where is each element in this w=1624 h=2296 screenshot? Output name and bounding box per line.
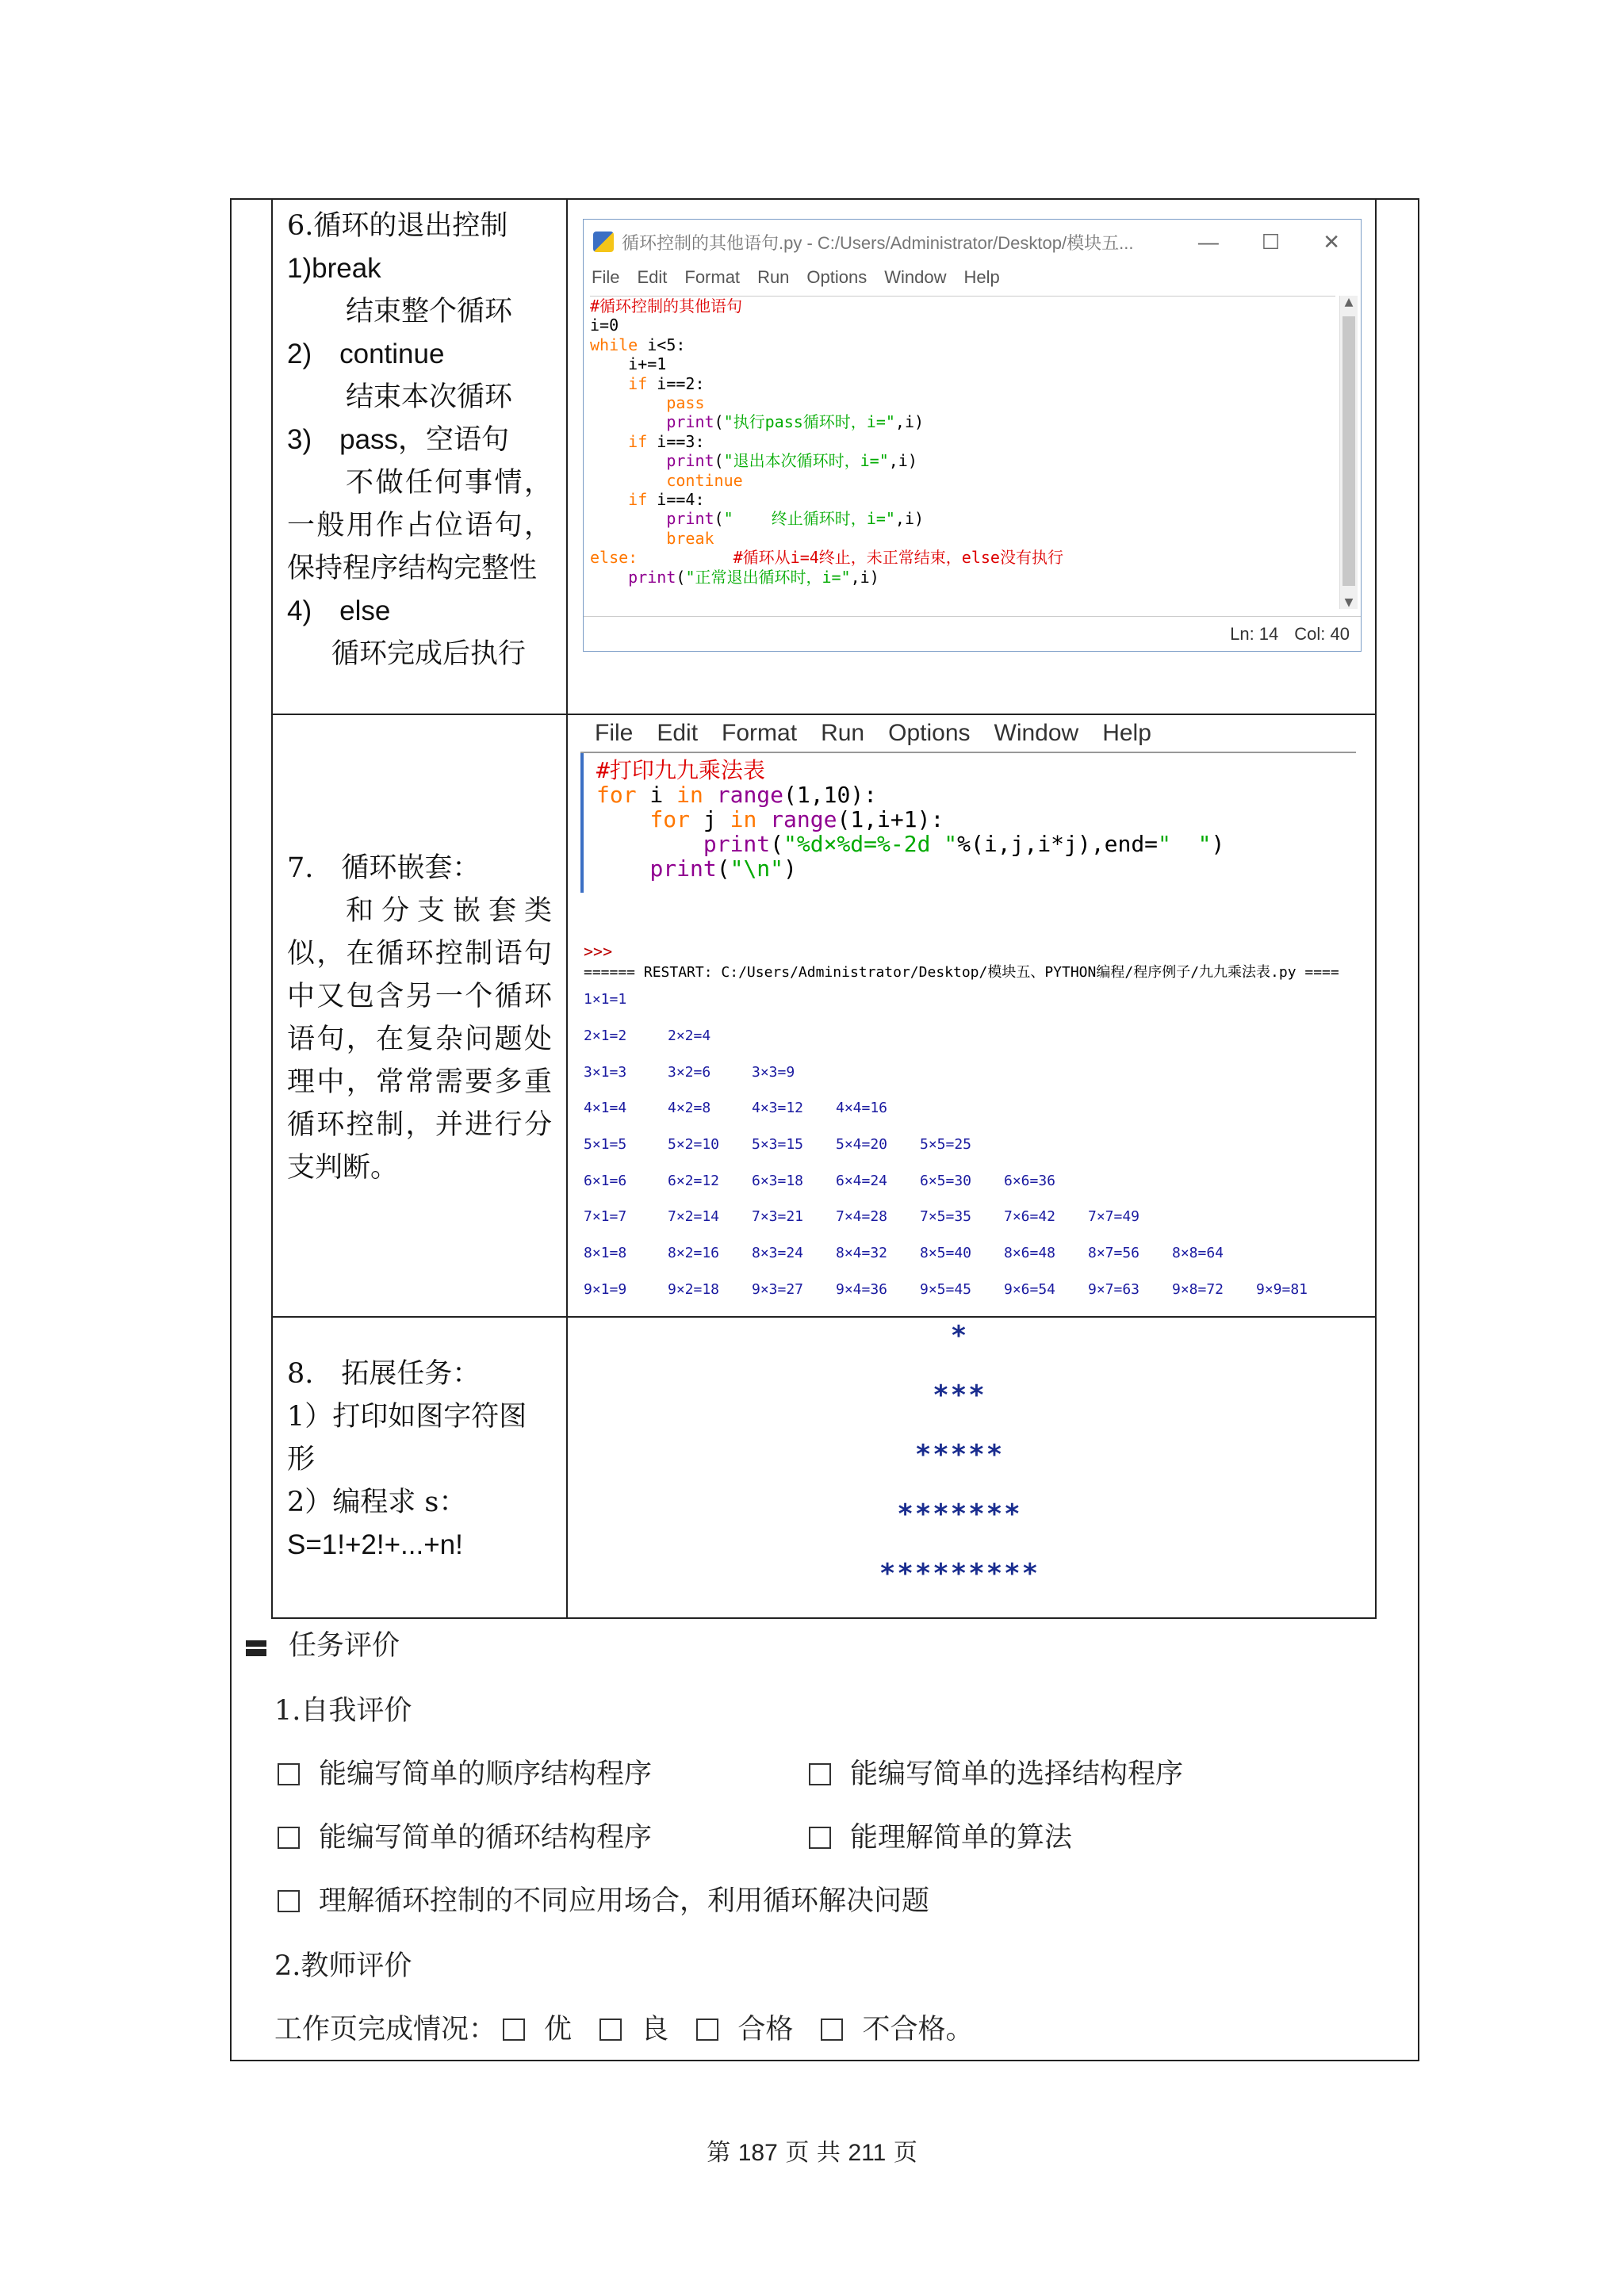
status-col: Col: 40 <box>1294 623 1350 644</box>
eval-title: 任务评价 <box>289 1630 400 1662</box>
status-line: Ln: 14 <box>1230 623 1279 644</box>
grade-4: 不合格。 <box>862 2014 974 2045</box>
table-row <box>584 1090 1369 1127</box>
menu2-format[interactable]: Format <box>722 720 798 746</box>
code-line: print("\n") <box>649 855 797 882</box>
option-3[interactable] <box>278 1816 652 1855</box>
grade-checkbox-3[interactable] <box>696 2019 718 2041</box>
code-line: continue <box>666 470 743 490</box>
vertical-scrollbar[interactable] <box>1339 296 1358 609</box>
code-line: break <box>666 528 714 548</box>
table-cell: 6×4=24 <box>836 1172 888 1189</box>
grade-1: 优 <box>544 2014 573 2045</box>
row7-body: 和分支嵌套类似，在循环控制语句中又包含另一个循环语句，在复杂问题处理中，常常需要多重循环控制，并进行分支判断。 <box>287 895 552 1184</box>
code-line: print("执行pass循环时，i=",i) <box>666 412 925 432</box>
option-4[interactable] <box>809 1816 1072 1855</box>
table-cell: 6×3=18 <box>752 1172 804 1189</box>
idle-menubar <box>584 264 1361 291</box>
row6-item2-label: 2) continue <box>287 339 445 369</box>
grade-checkbox-2[interactable] <box>599 2019 622 2041</box>
idle-editor-window-2 <box>580 715 1373 893</box>
table-cell: 3×1=3 <box>584 1063 627 1081</box>
option-1-label: 能编写简单的顺序结构程序 <box>319 1758 653 1790</box>
row8-line2: 2）编程求 s： <box>287 1487 467 1518</box>
row7-left <box>272 714 567 1317</box>
menu-edit[interactable]: Edit <box>637 267 668 287</box>
checkbox-1[interactable] <box>278 1763 300 1785</box>
footer-pre: 第 <box>707 2139 731 2167</box>
option-4-label: 能理解简单的算法 <box>850 1822 1073 1854</box>
star-row: * <box>950 1320 969 1352</box>
code-line: print("正常退出循环时，i=",i) <box>628 567 879 587</box>
completion-line <box>274 2007 974 2047</box>
code-line: i+=1 <box>590 354 667 374</box>
menu-run[interactable]: Run <box>757 267 790 287</box>
row7-heading: 7. 循环嵌套： <box>287 852 481 884</box>
grade-3: 合格 <box>737 2014 794 2045</box>
table-cell: 6×2=12 <box>668 1172 720 1189</box>
idle-statusbar <box>584 616 1361 651</box>
table-cell: 6×5=30 <box>920 1172 972 1189</box>
option-1[interactable] <box>278 1752 652 1792</box>
idle-title: 循环控制的其他语句.py - C:/Users/Administrator/Desktop/模块五... <box>622 232 1134 253</box>
table-cell: 4×1=4 <box>584 1100 627 1117</box>
star-row: ********* <box>879 1558 1040 1590</box>
table-cell: 7×7=49 <box>1088 1208 1140 1226</box>
menu2-edit[interactable]: Edit <box>657 720 699 746</box>
self-eval-title: 1.自我评价 <box>274 1695 412 1727</box>
menu-help[interactable]: Help <box>963 267 1000 287</box>
code-line: if i==2: <box>628 373 705 393</box>
table-cell: 8×6=48 <box>1004 1245 1056 1262</box>
checkbox-5[interactable] <box>278 1890 300 1912</box>
teacher-eval-title: 2.教师评价 <box>274 1950 412 1982</box>
table-row <box>584 1054 1369 1090</box>
code-line: for j in range(1,i+1): <box>649 806 944 832</box>
eval-title-line <box>246 1624 400 1663</box>
code-line: while i<5: <box>590 335 686 354</box>
menu2-run[interactable]: Run <box>821 720 865 746</box>
row8-line1: 1）打印如图字符图形 <box>287 1401 527 1475</box>
table-cell: 5×5=25 <box>920 1136 972 1154</box>
footer-mid: 页 共 <box>785 2139 841 2167</box>
table-cell: 3×2=6 <box>668 1063 711 1081</box>
table-cell: 9×9=81 <box>1256 1280 1308 1298</box>
code-editor[interactable] <box>590 296 1335 610</box>
row8-heading: 8. 拓展任务： <box>287 1358 481 1390</box>
grade-2: 良 <box>641 2014 669 2045</box>
table-cell: 9×6=54 <box>1004 1280 1056 1298</box>
option-5-label: 理解循环控制的不同应用场合，利用循环解决问题 <box>319 1885 930 1917</box>
table-cell: 3×3=9 <box>752 1063 795 1081</box>
menu2-window[interactable]: Window <box>994 720 1079 746</box>
table-cell: 5×3=15 <box>752 1136 804 1154</box>
menu-format[interactable]: Format <box>684 267 741 287</box>
table-row <box>584 1162 1369 1199</box>
table-cell: 8×8=64 <box>1172 1245 1224 1262</box>
menu2-help[interactable]: Help <box>1102 720 1151 746</box>
table-row <box>584 1199 1369 1235</box>
table-row <box>584 1235 1369 1272</box>
table-cell: 8×4=32 <box>836 1245 888 1262</box>
star-row: ******* <box>897 1498 1022 1530</box>
code-line: if i==3: <box>628 431 705 451</box>
menu2-options[interactable]: Options <box>888 720 971 746</box>
maximize-icon[interactable]: ☐ <box>1261 229 1281 254</box>
multiplication-table-output <box>584 982 1369 1307</box>
table-cell: 5×4=20 <box>836 1136 888 1154</box>
footer-page-number: 187 <box>737 2140 778 2166</box>
table-cell: 7×5=35 <box>920 1208 972 1226</box>
checkbox-4[interactable] <box>809 1827 831 1849</box>
table-cell: 9×2=18 <box>668 1280 720 1298</box>
table-cell: 4×2=8 <box>668 1100 711 1117</box>
option-2-label: 能编写简单的选择结构程序 <box>850 1758 1184 1790</box>
table-cell: 9×4=36 <box>836 1280 888 1298</box>
table-cell: 9×8=72 <box>1172 1280 1224 1298</box>
table-cell: 7×1=7 <box>584 1208 627 1226</box>
table-cell: 8×2=16 <box>668 1245 720 1262</box>
menu-options[interactable]: Options <box>806 267 868 287</box>
row6-item3-label: 3) pass，空语句 <box>287 424 510 455</box>
table-cell: 7×2=14 <box>668 1208 720 1226</box>
code-line: for i in range(1,10): <box>596 782 878 808</box>
code-line: print("%d×%d=%-2d "%(i,j,i*j),end=" ") <box>703 831 1225 857</box>
page-footer <box>0 2133 1624 2168</box>
table-row <box>584 982 1369 1018</box>
grade-checkbox-1[interactable] <box>503 2019 525 2041</box>
python-file-icon <box>593 232 614 252</box>
shell-restart-line: ====== RESTART: C:/Users/Administrator/Desktop/模块五、PYTHON编程/程序例子/九九乘法表.py ==== <box>584 964 1339 981</box>
idle-menubar-2 <box>580 715 1356 753</box>
row6-heading: 6.循环的退出控制 <box>287 210 508 242</box>
scroll-up-icon[interactable]: ▲ <box>1344 296 1354 308</box>
code-line: i=0 <box>590 316 619 335</box>
table-cell: 9×1=9 <box>584 1280 627 1298</box>
code-line: #循环控制的其他语句 <box>590 297 743 316</box>
row6-item2-desc: 结束本次循环 <box>346 381 513 413</box>
row6-left <box>272 199 567 714</box>
option-2[interactable] <box>809 1752 1183 1792</box>
table-row <box>584 1127 1369 1163</box>
table-cell: 8×7=56 <box>1088 1245 1140 1262</box>
table-cell: 9×5=45 <box>920 1280 972 1298</box>
shell-prompt: >>> <box>584 942 613 961</box>
grade-checkbox-4[interactable] <box>821 2019 843 2041</box>
table-cell: 4×3=12 <box>752 1100 804 1117</box>
row8-left <box>272 1317 567 1618</box>
row6-item1-desc: 结束整个循环 <box>346 296 513 327</box>
scroll-down-icon[interactable]: ▼ <box>1344 596 1354 609</box>
code-line: pass <box>666 393 705 413</box>
star-row: ***** <box>914 1439 1005 1471</box>
table-cell: 2×2=4 <box>668 1027 711 1045</box>
idle-editor-window <box>583 219 1362 652</box>
table-cell: 8×1=8 <box>584 1245 627 1262</box>
table-cell: 1×1=1 <box>584 991 627 1008</box>
row8-line3: S=1!+2!+...+n! <box>287 1529 463 1560</box>
table-cell: 7×3=21 <box>752 1208 804 1226</box>
table-cell: 4×4=16 <box>836 1100 888 1117</box>
scroll-thumb[interactable] <box>1342 316 1355 586</box>
footer-total-pages: 211 <box>848 2140 887 2166</box>
checkbox-2[interactable] <box>809 1763 831 1785</box>
option-5[interactable] <box>278 1879 929 1919</box>
completion-label: 工作页完成情况： <box>274 2014 497 2045</box>
table-cell: 6×6=36 <box>1004 1172 1056 1189</box>
table-row <box>584 1018 1369 1054</box>
table-row <box>584 1272 1369 1308</box>
table-cell: 5×1=5 <box>584 1136 627 1154</box>
menu2-file[interactable]: File <box>595 720 634 746</box>
menu-file[interactable]: File <box>592 267 620 287</box>
table-cell: 8×5=40 <box>920 1245 972 1262</box>
code-line: #打印九九乘法表 <box>596 757 765 783</box>
code-line: print(" 终止循环时，i=",i) <box>666 509 925 529</box>
footer-post: 页 <box>893 2139 917 2167</box>
clapperboard-icon <box>246 1640 266 1656</box>
minimize-icon[interactable]: — <box>1197 229 1219 254</box>
table-cell: 8×3=24 <box>752 1245 804 1262</box>
option-3-label: 能编写简单的循环结构程序 <box>319 1822 653 1854</box>
code-line: else: #循环从i=4终止，未正常结束，else没有执行 <box>590 548 1063 568</box>
table-cell: 2×1=2 <box>584 1027 627 1045</box>
shell-output <box>584 942 1369 1307</box>
close-icon[interactable]: ✕ <box>1323 229 1340 254</box>
table-cell: 7×4=28 <box>836 1208 888 1226</box>
code-editor-2[interactable] <box>580 753 1373 893</box>
table-cell: 7×6=42 <box>1004 1208 1056 1226</box>
checkbox-3[interactable] <box>278 1827 300 1849</box>
idle-titlebar <box>584 220 1361 264</box>
row6-item4-label: 4) else <box>287 595 391 626</box>
code-line: print("退出本次循环时，i=",i) <box>666 451 917 471</box>
table-cell: 9×7=63 <box>1088 1280 1140 1298</box>
star-pyramid <box>793 1322 1126 1620</box>
menu-window[interactable]: Window <box>884 267 947 287</box>
table-cell: 9×3=27 <box>752 1280 804 1298</box>
star-row: *** <box>933 1380 986 1411</box>
table-cell: 5×2=10 <box>668 1136 720 1154</box>
code-line: if i==4: <box>628 490 705 510</box>
table-cell: 6×1=6 <box>584 1172 627 1189</box>
row6-item3-desc: 不做任何事情，一般用作占位语句，保持程序结构完整性 <box>287 467 552 584</box>
row6-item4-desc: 循环完成后执行 <box>331 638 527 670</box>
row6-item1-label: 1)break <box>287 253 381 284</box>
